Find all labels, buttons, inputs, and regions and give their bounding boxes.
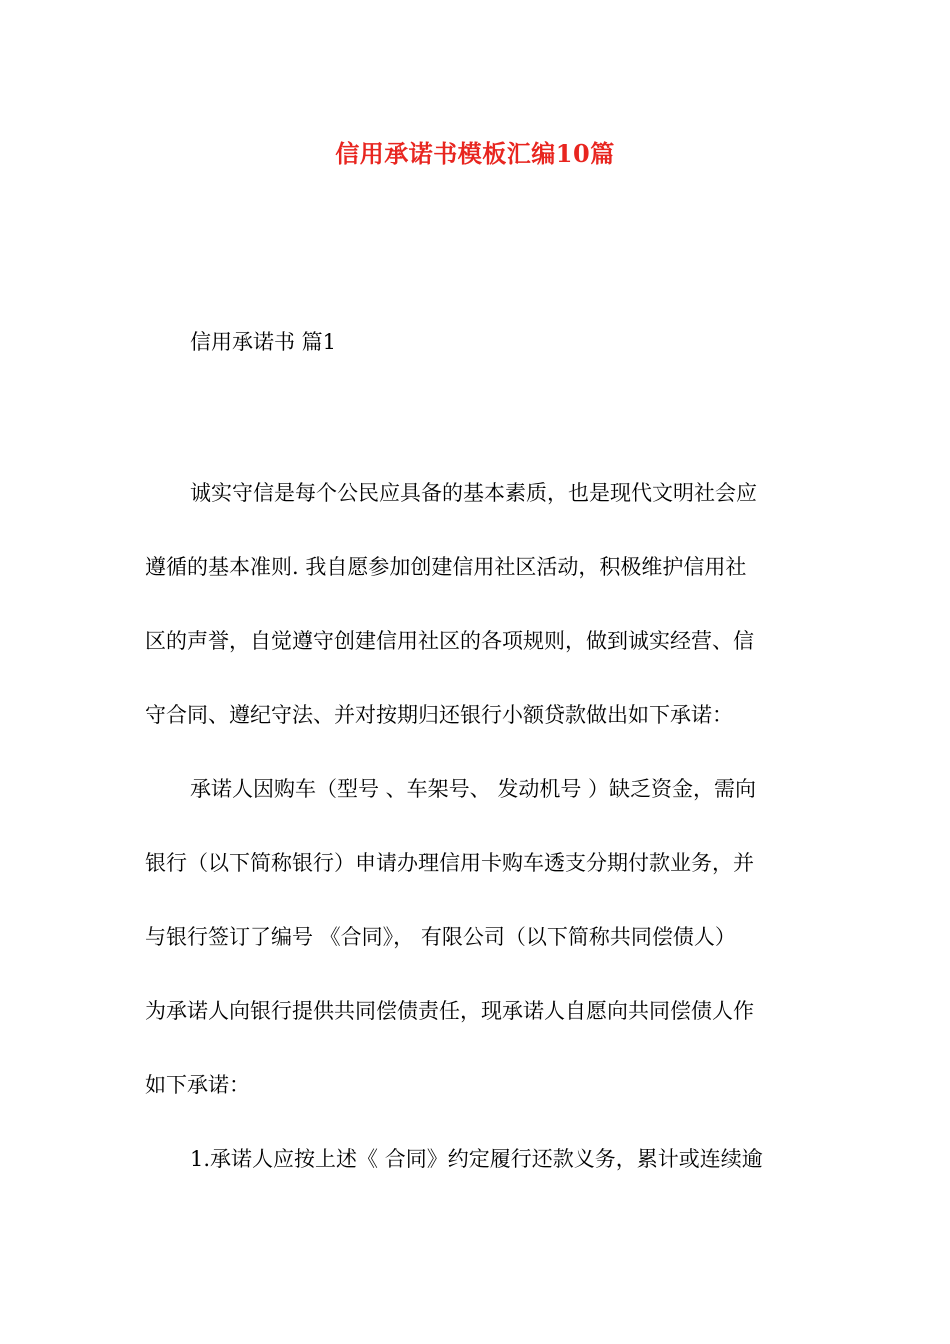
paragraph-line: 为承诺人向银行提供共同偿债责任，现承诺人自愿向共同偿债人作 bbox=[145, 999, 754, 1023]
paragraph-line: 与银行签订了编号 《合同》， 有限公司（以下简称共同偿债人） bbox=[145, 925, 736, 949]
document-title: 信用承诺书模板汇编10篇 bbox=[335, 139, 615, 168]
paragraph-line: 守合同、遵纪守法、并对按期归还银行小额贷款做出如下承诺： bbox=[145, 703, 733, 727]
paragraph-line: 诚实守信是每个公民应具备的基本素质，也是现代文明社会应 bbox=[190, 481, 757, 505]
paragraph-line: 承诺人因购车（型号 、车架号、 发动机号 ）缺乏资金，需向 bbox=[190, 777, 757, 801]
paragraph-line: 如下承诺： bbox=[145, 1073, 250, 1097]
paragraph-line: 区的声誉，自觉遵守创建信用社区的各项规则，做到诚实经营、信 bbox=[145, 629, 754, 653]
section-heading: 信用承诺书 篇1 bbox=[190, 330, 337, 354]
paragraph-line: 遵循的基本准则. 我自愿参加创建信用社区活动，积极维护信用社 bbox=[145, 555, 747, 579]
paragraph-line: 银行（以下简称银行）申请办理信用卡购车透支分期付款业务，并 bbox=[145, 851, 754, 875]
paragraph-line: 1.承诺人应按上述《 合同》约定履行还款义务，累计或连续逾 bbox=[190, 1147, 763, 1171]
